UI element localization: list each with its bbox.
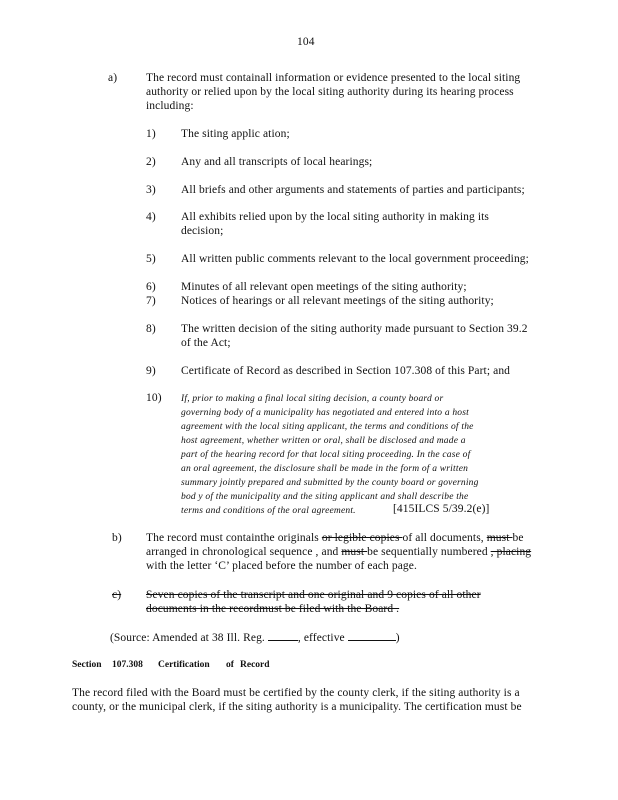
source-blank-2 (348, 630, 396, 641)
item-b-l1-c: be (512, 532, 524, 544)
list-item-7-num: 7) (146, 295, 156, 307)
list-item-1-num: 1) (146, 128, 156, 140)
list-item-6-text: Minutes of all relevant open meetings of the siting authority; (181, 281, 467, 293)
list-item-5-text: All written public comments relevant to the local government proceeding; (181, 253, 529, 265)
item-c-marker: c) (112, 589, 122, 601)
list-item-10-num: 10) (146, 392, 162, 404)
source-part-b: , effective (297, 632, 345, 644)
item-b-marker: b) (112, 532, 122, 544)
source-part-c: ) (395, 632, 400, 644)
source-part-a: (Source: Amended at 38 Ill. Reg. (110, 632, 265, 644)
section-label: Section (72, 660, 102, 670)
item-b-l2-strike-2: , placing (490, 546, 532, 558)
item-10-line-1: If, prior to making a final local siting decision, a county board or (181, 394, 444, 404)
list-item-4-text-2: decision; (181, 225, 224, 237)
source-blank-1 (268, 630, 298, 641)
section-record: Record (240, 660, 270, 670)
item-10-citation: [415ILCS 5/39.2(e)] (393, 503, 490, 515)
list-item-8-text-2: of the Act; (181, 337, 231, 349)
body-line-1: The record filed with the Board must be certified by the county clerk, if the siting authority is a (72, 687, 520, 699)
item-10-line-4: host agreement, whether written or oral, shall be disclosed and made a (181, 436, 466, 446)
item-b-l1-a: The record must containthe originals (146, 532, 322, 544)
list-item-4-text: All exhibits relied upon by the local siting authority in making its (181, 211, 489, 223)
item-b-line-3: with the letter ‘C’ placed before the number of each page. (146, 560, 417, 572)
list-item-4-num: 4) (146, 211, 156, 223)
list-item-2-num: 2) (146, 156, 156, 168)
list-item-5-num: 5) (146, 253, 156, 265)
item-a-marker: a) (108, 72, 118, 84)
list-item-7-text: Notices of hearings or all relevant meetings of the siting authority; (181, 295, 494, 307)
item-10-line-2: governing body of a municipality has negotiated and entered into a host (181, 408, 469, 418)
item-10-line-8: bod y of the municipality and the siting applicant and shall describe the (181, 492, 469, 502)
list-item-2-text: Any and all transcripts of local hearings; (181, 156, 373, 168)
item-10-line-6: an oral agreement, the disclosure shall be made in the form of a written (181, 464, 469, 474)
body-line-2: county, or the municipal clerk, if the siting authority is a municipality. The certification must be (72, 701, 522, 713)
list-item-3-num: 3) (146, 184, 156, 196)
item-10-line-5: part of the hearing record for that local siting proceeding. In the case of (181, 450, 471, 460)
list-item-9-text: Certificate of Record as described in Section 107.308 of this Part; and (181, 365, 511, 377)
item-10-line-3: agreement with the local siting applicant, the terms and conditions of the (181, 422, 474, 432)
item-b-l1-strike: or legible copies (321, 532, 403, 544)
list-item-8-text: The written decision of the siting authority made pursuant to Section 39.2 (181, 323, 528, 335)
item-b-l2-a: arranged in chronological sequence , and (146, 546, 342, 558)
item-b-l1-b: of all documents, (402, 532, 487, 544)
item-a-line-1: The record must containall information or evidence presented to the local siting (146, 72, 521, 84)
item-b-line-2 (146, 546, 531, 559)
list-item-9-num: 9) (146, 365, 156, 377)
list-item-1-text: The siting applic ation; (181, 128, 290, 140)
item-b-line-1 (146, 532, 524, 545)
item-b-l2-b: be sequentially numbered (367, 546, 491, 558)
list-item-6-num: 6) (146, 281, 156, 293)
section-title: Certification (158, 660, 210, 670)
source-line (110, 630, 400, 645)
item-b-l2-strike: must (341, 546, 368, 558)
list-item-3-text: All briefs and other arguments and statements of parties and participants; (181, 184, 525, 196)
item-b-l1-strike-2: must (486, 532, 513, 544)
section-of: of (226, 660, 234, 670)
section-number: 107.308 (112, 660, 143, 670)
item-10-line-7: summary jointly prepared and submitted by the county board or governing (181, 478, 479, 488)
item-10-line-9: terms and conditions of the oral agreement. (181, 506, 356, 516)
item-c-line-1: Seven copies of the transcript and one original and 9 copies of all other (146, 589, 481, 601)
item-a-line-2: authority or relied upon by the local siting authority during its hearing process (146, 86, 514, 98)
item-a-line-3: including: (146, 100, 194, 112)
page-number: 104 (297, 36, 315, 48)
item-c-line-2: documents in the recordmust be filed with the Board . (146, 603, 400, 615)
list-item-8-num: 8) (146, 323, 156, 335)
